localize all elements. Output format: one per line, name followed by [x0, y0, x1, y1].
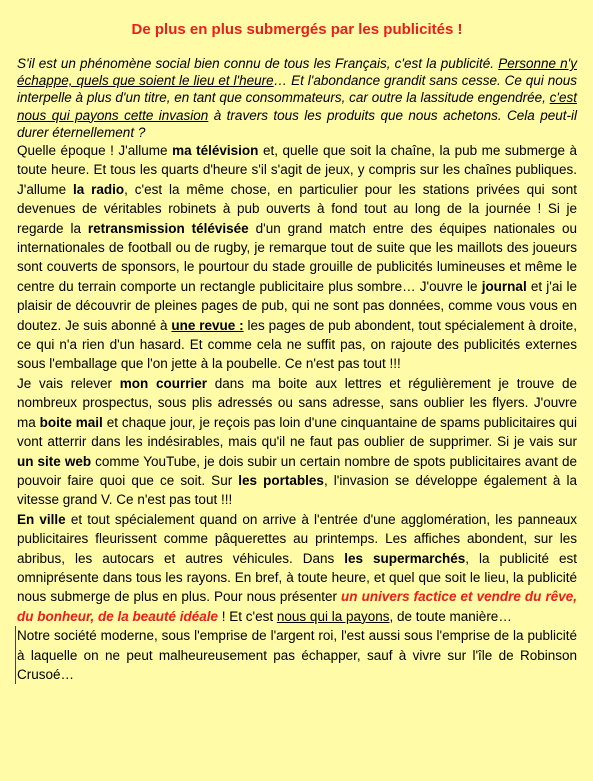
intro-text: … Et l'abondance grandit sans cesse. Ce qui nous interpelle à plus d'un titre, en tant que consommateurs, car outre la lassitude engendrée,	[17, 73, 577, 106]
body-text: , c'est la même chose, en particulier pour les stations privées qui sont devenues de véritables robinets à pub ouverts à fond tout au long de la journée ! Si je regarde la	[17, 181, 577, 236]
bold-text: mon courrier	[119, 375, 207, 391]
body-text: les pages de pub abondent, tout spécialement à droite, ce qui n'a rien d'un hasard. Et comme cela ne suffit pas, on rajoute des publicités externes sous l'emballage que l'on jette à la poubelle. Ce n'est pas tout !!!	[17, 317, 578, 372]
body-text: dans ma boite aux lettres et régulièrement je trouve de nombreux prospectus, sous plis adressés ou sans adresse, sans oublier les flyers. J'ouvre ma	[17, 375, 577, 430]
paragraph-digital	[17, 374, 577, 510]
bold-text: les portables	[238, 472, 324, 488]
bold-text: un site web	[17, 453, 92, 469]
bold-text: la radio	[72, 181, 125, 197]
body-text: d'un grand match entre des équipes nationales ou internationales de football ou de rugby, je remarque tout de suite que les maillots des joueurs sont couverts de sponsors, le pourtour du stade grouille de publicités lumineuses et même le centre du terrain comporte un rectangle publicitaire plus sombre… J'ouvre le	[17, 220, 577, 294]
body-text: Je vais relever	[17, 375, 120, 391]
highlighted-red-text: un univers factice et vendre du rêve, du bonheur, de la beauté idéale	[17, 589, 578, 624]
intro-text: à travers tous les produits que nous achetons. Cela peut-il durer éternellement ?	[17, 107, 578, 140]
body-text: Notre société moderne, sous l'emprise de l'argent roi, l'est aussi sous l'emprise de la publicité à laquelle on ne peut malheureusement pas échapper, sauf à vivre sur l'île de Robinson Crusoé…	[17, 628, 577, 682]
body-text: comme YouTube, je dois subir un certain nombre de spots publicitaires avant de pouvoir faire quoi que ce soit. Sur	[17, 453, 577, 488]
body-text: et chaque jour, je reçois pas loin d'une cinquantaine de spams publicitaires qui vont atterrir dans les indésirables, mais qu'il ne faut pas oublier de supprimer. Si je vais sur	[17, 414, 578, 450]
bold-text: En ville	[17, 511, 66, 527]
body-text: et tout spécialement quand on arrive à l'entrée d'une agglomération, les panneaux publicitaires fleurissent comme pâquerettes au printemps. Les affiches abondent, sur les abribus, les autocars et autres véhicules. Dans	[17, 511, 578, 566]
body-text: , l'invasion se développe également à la vitesse grand V. Ce n'est pas tout !!!	[17, 472, 577, 508]
bold-underlined-text: une revue :	[171, 317, 244, 333]
body-text: , la publicité est omniprésente dans tous les rayons. En bref, à toute heure, et quel que soit le lieu, la publicité nous submerge de plus en plus. Pour nous présenter	[17, 550, 577, 605]
intro-underlined-text: Personne n'y échappe, quels que soient le lieu et l'heure	[17, 56, 577, 89]
bold-text: les supermarchés	[344, 550, 466, 566]
paragraph-conclusion[interactable]	[15, 626, 577, 684]
bold-text: journal	[481, 278, 527, 294]
bold-text: retransmission télévisée	[87, 220, 249, 236]
bold-text: boite mail	[39, 414, 103, 430]
bold-text: ma télévision	[172, 143, 259, 159]
body-text: Quelle époque ! J'allume	[17, 143, 173, 159]
intro-text: S'il est un phénomène social bien connu de tous les Français, c'est la publicité.	[17, 56, 499, 71]
body-text: , de toute manière…	[389, 608, 512, 624]
body-text: ! Et c'est	[218, 608, 277, 624]
body-text: et j'ai le plaisir de découvrir de pleines pages de pub, qui ne sont pas données, comme vous vous en doutez. Je suis abonné à	[17, 278, 577, 333]
page-title: De plus en plus submergés par les publicités !	[131, 21, 463, 38]
body-text: et, quelle que soit la chaîne, la pub me submerge à toute heure. Et tous les quarts d'heure s'il s'agit de jeux, y compris sur les chaînes publiques. J'allume	[17, 143, 577, 197]
underlined-text: nous qui la payons	[276, 608, 390, 624]
intro-underlined-text: c'est nous qui payons cette invasion	[17, 90, 577, 123]
paragraph-city	[17, 510, 577, 626]
intro-paragraph	[17, 55, 577, 141]
paragraph-media	[17, 141, 577, 374]
